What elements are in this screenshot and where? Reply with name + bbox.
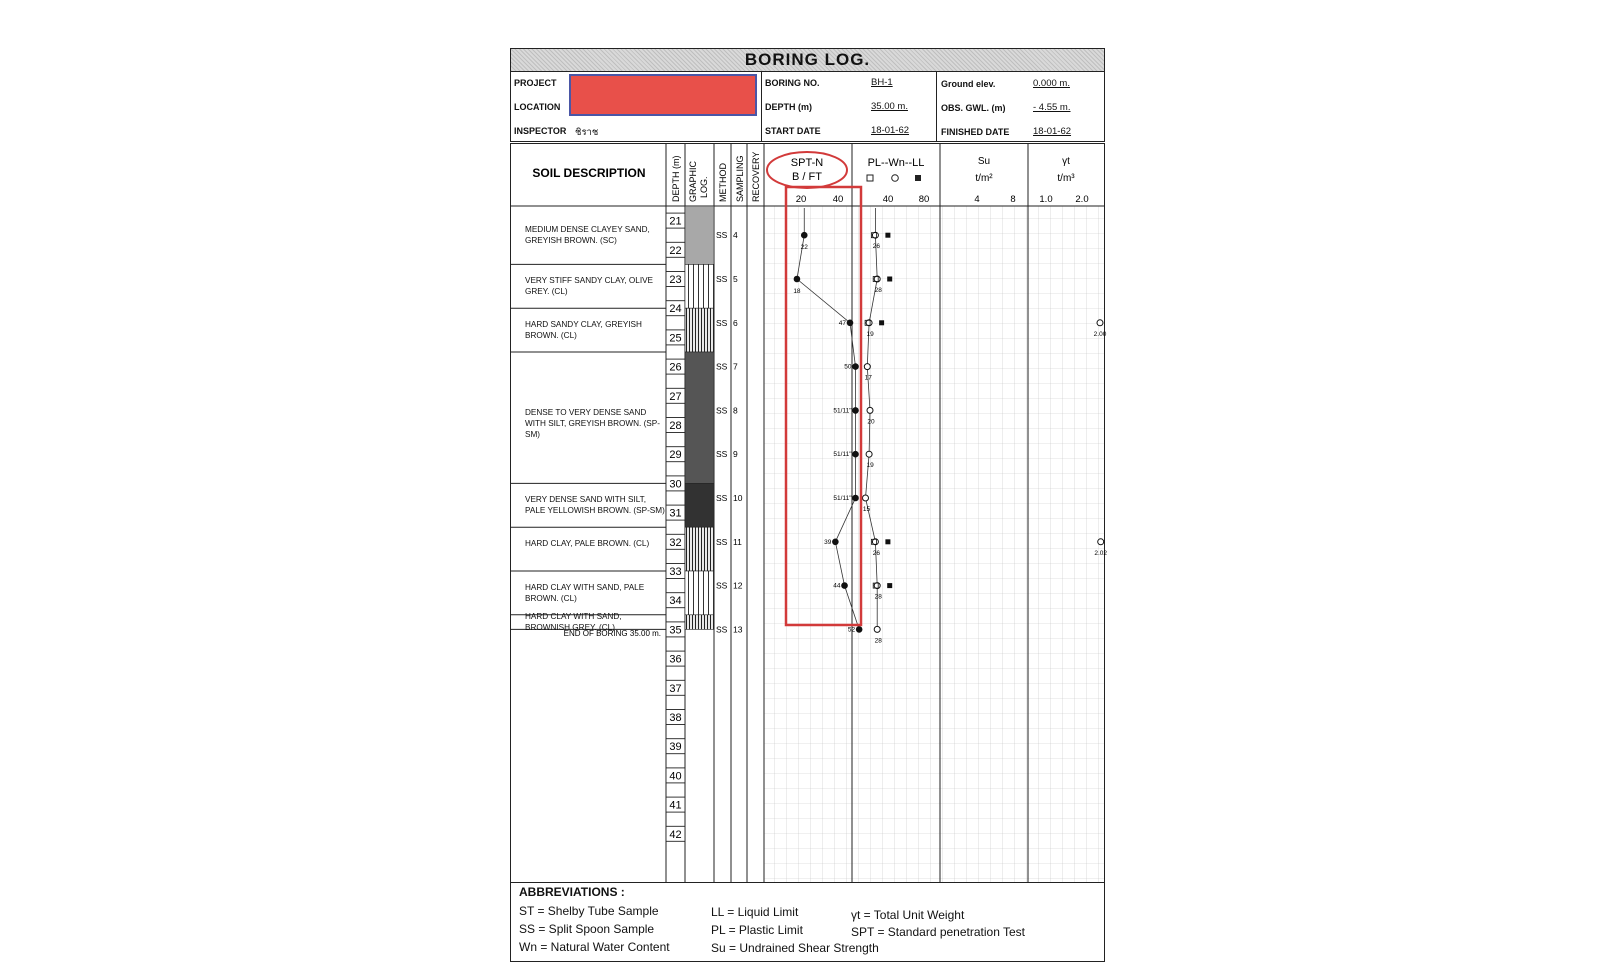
spt-point [801, 232, 808, 239]
spt-value-label: 18 [793, 288, 801, 295]
spt-point [832, 539, 839, 546]
spt-point [852, 495, 859, 502]
soil-layer-description: HARD CLAY WITH SAND, BROWNISH GREY. (CL) [525, 612, 622, 633]
obs-gwl-value: - 4.55 m. [1033, 102, 1071, 113]
soil-layer-description: HARD CLAY WITH SAND, PALE BROWN. (CL) [525, 582, 645, 603]
gamma-header-line2: t/m³ [1057, 173, 1075, 184]
wn-value-label: 15 [862, 506, 871, 513]
sample-number: 6 [733, 317, 738, 328]
wn-value-label: 17 [864, 374, 872, 382]
gamma-header-line1: γt [1062, 156, 1070, 167]
soil-layer-description: VERY DENSE SAND WITH SILT, PALE YELLOWISH BROWN. (SP-SM) [525, 495, 665, 516]
end-of-boring-note: END OF BORING 35.00 m. [563, 629, 661, 638]
ll-point [885, 233, 890, 238]
spt-value-label: 51/11" [833, 495, 852, 502]
depth-label: 30 [669, 478, 682, 491]
depth-label: DEPTH (m) [765, 102, 812, 112]
gamma-value-label: 2.00 [1093, 330, 1107, 338]
ll-point [887, 277, 892, 282]
depth-label: 26 [669, 361, 682, 374]
depth-label: 36 [669, 653, 682, 666]
spt-point [856, 626, 863, 633]
abbr-ss: SS = Split Spoon Sample [519, 922, 655, 936]
soil-layer-description: HARD SANDY CLAY, GREYISH BROWN. (CL) [525, 320, 642, 341]
depth-label: 37 [669, 682, 682, 695]
wn-point [866, 451, 872, 457]
abbr-wn: Wn = Natural Water Content [519, 940, 670, 954]
graphic-log-layer [685, 571, 714, 615]
sample-method: SS [716, 536, 728, 547]
graphic-log-layer [685, 527, 714, 571]
method-header: METHOD [718, 163, 728, 202]
recovery-header: RECOVERY [751, 151, 761, 202]
wn-value-label: 28 [874, 637, 882, 645]
abbr-gt: γt = Total Unit Weight [851, 908, 965, 922]
header-info [510, 72, 1105, 142]
abbr-spt: SPT = Standard penetration Test [851, 925, 1026, 939]
finished-date-value: 18-01-62 [1033, 126, 1072, 137]
ll-point [885, 539, 890, 544]
su-tick-8: 8 [1010, 194, 1016, 205]
graphic-log-layer [685, 206, 714, 264]
spt-value-label: 44 [833, 582, 841, 590]
graphic-log-header-1: GRAPHIC [688, 160, 698, 202]
sample-number: 11 [733, 536, 742, 547]
start-date-value: 18-01-62 [871, 125, 910, 136]
soil-layer-description: MEDIUM DENSE CLAYEY SAND, GREYISH BROWN. (SC) [525, 225, 650, 246]
sample-number: 9 [733, 449, 738, 460]
depth-label: 23 [669, 274, 682, 286]
inspector-value: ชิราช [575, 127, 599, 138]
spt-point [847, 320, 854, 327]
ll-point [887, 583, 892, 588]
spt-tick-40: 40 [832, 194, 844, 205]
depth-value: 35.00 m. [871, 101, 908, 112]
depth-label: 33 [669, 566, 682, 578]
depth-label: 31 [669, 507, 682, 520]
boring-log-sheet [510, 48, 1108, 955]
wn-point [864, 364, 870, 370]
wn-value-label: 20 [867, 418, 875, 426]
spt-tick-20: 20 [795, 194, 807, 205]
wn-value-label: 19 [866, 462, 874, 470]
abbreviations-panel [510, 881, 1105, 962]
sample-method: SS [716, 580, 728, 591]
sample-method: SS [716, 361, 728, 372]
wn-legend-circle [892, 175, 899, 182]
spt-value-label: 51/11" [833, 407, 852, 415]
abbr-su: Su = Undrained Shear Strength [711, 941, 879, 955]
wn-value-label: 19 [866, 330, 874, 338]
sample-number: 13 [733, 624, 743, 635]
abbreviations-heading: ABBREVIATIONS : [519, 885, 625, 899]
boring-no-label: BORING NO. [765, 78, 820, 88]
gamma-tick-2: 2.0 [1075, 194, 1089, 205]
su-header-line2: t/m² [975, 173, 993, 184]
depth-label: 28 [669, 420, 682, 432]
wn-value-label: 28 [874, 593, 882, 601]
sample-method: SS [716, 274, 728, 284]
spt-header-line2: B / FT [792, 171, 822, 183]
page-title: BORING LOG. [510, 48, 1105, 72]
depth-label: 41 [669, 799, 682, 812]
soil-layer-description: VERY STIFF SANDY CLAY, OLIVE GREY. (CL) [525, 276, 654, 297]
ll-legend-square [915, 175, 921, 181]
gamma-value-label: 2.02 [1094, 549, 1108, 557]
ll-point [879, 320, 884, 325]
plwnll-header: PL--Wn--LL [867, 157, 925, 169]
spt-point [852, 451, 859, 458]
wn-value-label: 26 [872, 549, 881, 557]
spt-header-line1: SPT-N [790, 157, 824, 169]
depth-label: 27 [669, 390, 682, 403]
depth-label: 40 [669, 770, 682, 783]
depth-label: 21 [669, 215, 682, 228]
soil-layer-description: DENSE TO VERY DENSE SAND WITH SILT, GREYISH BROWN. (SP-SM) [525, 407, 660, 439]
graphic-log-layer [685, 615, 714, 630]
spt-point [852, 363, 859, 370]
pl-legend-square [867, 175, 873, 181]
abbr-pl: PL = Plastic Limit [711, 923, 803, 937]
ground-elev-label: Ground elev. [941, 79, 996, 89]
depth-label: 29 [669, 449, 682, 462]
wn-point [867, 407, 873, 413]
su-header-line1: Su [977, 156, 991, 167]
soil-layer-description: HARD CLAY, PALE BROWN. (CL) [525, 539, 650, 549]
spt-value-label: 47 [838, 319, 847, 327]
sample-method: SS [716, 624, 728, 635]
depth-label: 24 [669, 303, 682, 316]
sample-method: SS [716, 449, 728, 460]
abbr-st: ST = Shelby Tube Sample [519, 904, 659, 918]
depth-label: 25 [669, 332, 682, 345]
wn-point [863, 495, 869, 501]
graphic-log-layer [685, 352, 714, 483]
spt-value-label: 50 [844, 363, 852, 371]
inspector-label: INSPECTOR [514, 126, 567, 136]
redacted-project-box [569, 74, 757, 116]
sample-method: SS [716, 493, 728, 503]
gamma-point [1097, 320, 1103, 326]
graphic-log-layer [685, 308, 714, 352]
depth-label: 35 [669, 624, 682, 637]
obs-gwl-label: OBS. GWL. (m) [941, 103, 1006, 113]
depth-header: DEPTH (m) [671, 155, 681, 202]
gamma-point [1098, 539, 1104, 545]
sample-number: 5 [733, 274, 738, 284]
sample-number: 8 [733, 405, 738, 416]
depth-label: 38 [669, 712, 682, 724]
spt-point [794, 276, 801, 283]
location-label: LOCATION [514, 102, 561, 112]
depth-label: 34 [669, 595, 682, 608]
depth-label: 32 [669, 536, 682, 549]
wn-point [872, 539, 878, 545]
spt-value-label: 52 [847, 626, 856, 634]
graphic-log-layer [685, 264, 714, 308]
sampling-header: SAMPLING [735, 155, 745, 202]
spt-value-label: 22 [800, 244, 808, 252]
finished-date-label: FINISHED DATE [941, 127, 1010, 137]
spt-value-label: 51/11" [833, 451, 852, 459]
sample-number: 10 [733, 493, 743, 503]
wn-value-label: 26 [872, 243, 881, 251]
sample-number: 4 [733, 230, 738, 241]
plwnll-tick-80: 80 [918, 194, 930, 205]
ground-elev-value: 0.000 m. [1033, 78, 1070, 89]
gamma-tick-1: 1.0 [1039, 194, 1053, 205]
sample-method: SS [716, 317, 728, 328]
boring-no-value: BH-1 [871, 77, 893, 88]
sample-method: SS [716, 230, 728, 241]
abbr-ll: LL = Liquid Limit [711, 905, 799, 919]
graphic-log-header-2: LOG. [699, 176, 709, 198]
spt-value-label: 39 [824, 538, 832, 546]
depth-label: 22 [669, 244, 682, 257]
sample-number: 12 [733, 580, 743, 591]
plwnll-tick-40: 40 [882, 194, 894, 205]
graphic-log-layer [685, 483, 714, 527]
project-label: PROJECT [514, 78, 557, 88]
spt-point [852, 407, 859, 414]
soil-description-header: SOIL DESCRIPTION [532, 166, 646, 180]
depth-label: 42 [669, 828, 682, 841]
wn-value-label: 28 [874, 287, 882, 294]
spt-point [841, 582, 848, 589]
sample-method: SS [716, 405, 728, 416]
log-table [510, 143, 1108, 883]
su-tick-4: 4 [974, 194, 980, 205]
start-date-label: START DATE [765, 126, 821, 136]
wn-point [874, 626, 880, 632]
sample-number: 7 [733, 361, 738, 372]
depth-label: 39 [669, 741, 682, 754]
